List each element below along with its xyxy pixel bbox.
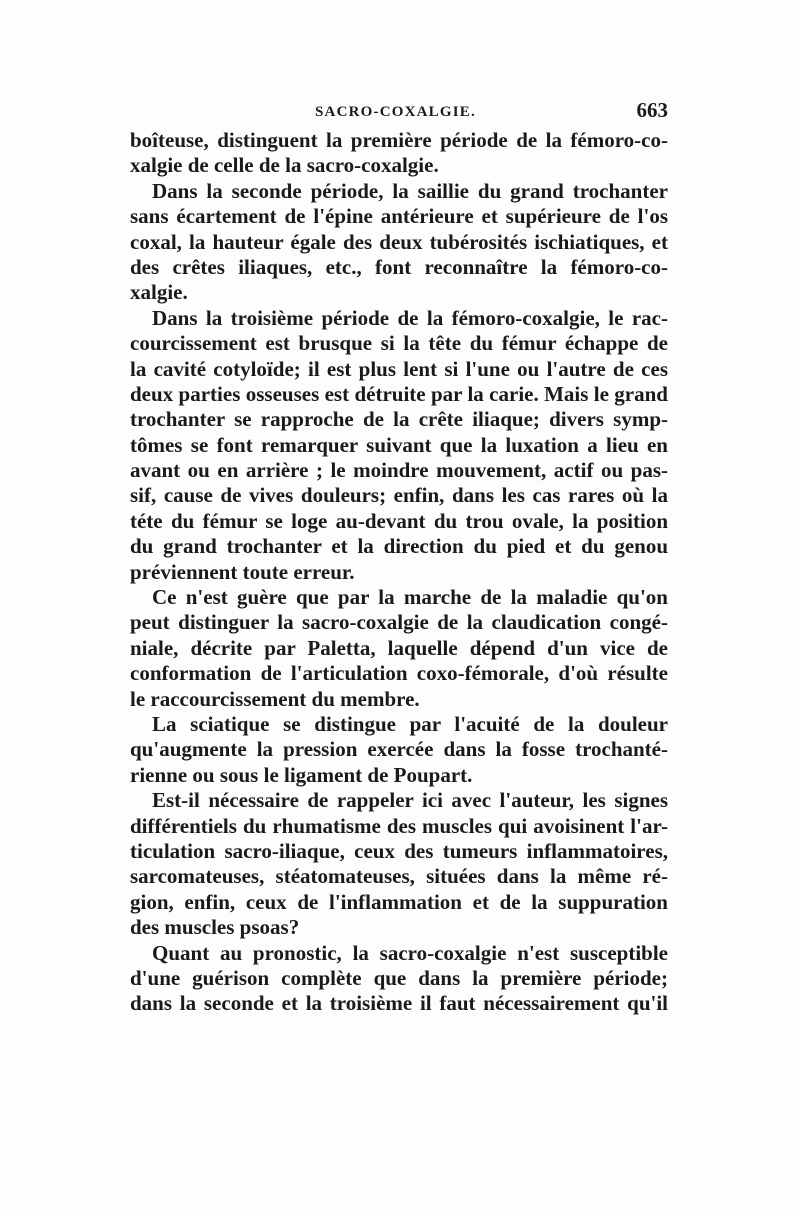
- text-line: du grand trochanter et la direction du pied et du genou: [130, 534, 668, 559]
- text-line: qu'augmente la pression exercée dans la fosse trochanté-: [130, 737, 668, 762]
- text-line: tômes se font remarquer suivant que la luxation a lieu en: [130, 432, 668, 457]
- text-line: trochanter se rapproche de la crête iliaque; divers symp-: [130, 407, 668, 432]
- text-line: Dans la troisième période de la fémoro-coxalgie, le rac-: [152, 305, 668, 330]
- text-line: des muscles psoas?: [130, 915, 300, 940]
- text-line: courcissement est brusque si la tête du fémur échappe de: [130, 331, 668, 356]
- text-line: Dans la seconde période, la saillie du grand trochanter: [152, 178, 668, 203]
- text-line: La sciatique se distingue par l'acuité de la douleur: [152, 711, 668, 736]
- text-line: conformation de l'articulation coxo-fémorale, d'où résulte: [130, 661, 668, 686]
- text-line: ticulation sacro-iliaque, ceux des tumeurs inflammatoires,: [130, 838, 668, 863]
- text-line: coxal, la hauteur égale des deux tubérosités ischiatiques, et: [130, 229, 668, 254]
- text-line: d'une guérison complète que dans la première période;: [130, 965, 668, 990]
- text-line: préviennent toute erreur.: [130, 559, 355, 584]
- body-text: [130, 128, 668, 1017]
- text-line: xalgie de celle de la sacro-coxalgie.: [130, 153, 439, 178]
- text-line: différentiels du rhumatisme des muscles qui avoisinent l'ar-: [130, 813, 668, 838]
- text-line: xalgie.: [130, 280, 188, 305]
- page-number: 663: [636, 98, 668, 122]
- text-line: sarcomateuses, stéatomateuses, situées dans la même ré-: [130, 864, 668, 889]
- text-line: peut distinguer la sacro-coxalgie de la claudication congé-: [130, 610, 668, 635]
- text-line: rienne ou sous le ligament de Poupart.: [130, 762, 473, 787]
- text-line: gion, enfin, ceux de l'inflammation et de la suppuration: [130, 889, 668, 914]
- text-line: téte du fémur se loge au-devant du trou ovale, la position: [130, 508, 668, 533]
- text-line: deux parties osseuses est détruite par la carie. Mais le grand: [130, 381, 668, 406]
- text-line: la cavité cotyloïde; il est plus lent si l'une ou l'autre de ces: [130, 356, 668, 381]
- text-line: sans écartement de l'épine antérieure et supérieure de l'os: [130, 204, 668, 229]
- running-head: SACRO-COXALGIE.: [315, 104, 476, 120]
- text-line: Est-il nécessaire de rappeler ici avec l'auteur, les signes: [152, 788, 668, 813]
- text-line: niale, décrite par Paletta, laquelle dépend d'un vice de: [130, 635, 668, 660]
- text-line: dans la seconde et la troisième il faut nécessairement qu'il: [130, 991, 668, 1016]
- text-line: avant ou en arrière ; le moindre mouvement, actif ou pas-: [130, 458, 668, 483]
- text-line: boîteuse, distinguent la première période de la fémoro-co-: [130, 128, 668, 152]
- text-line: sif, cause de vives douleurs; enfin, dans les cas rares où la: [130, 483, 668, 508]
- text-line: Ce n'est guère que par la marche de la maladie qu'on: [152, 585, 668, 610]
- page-header: [130, 98, 668, 128]
- text-line: Quant au pronostic, la sacro-coxalgie n'est susceptible: [152, 940, 668, 965]
- text-line: des crêtes iliaques, etc., font reconnaître la fémoro-co-: [130, 254, 668, 279]
- text-line: le raccourcissement du membre.: [130, 686, 420, 711]
